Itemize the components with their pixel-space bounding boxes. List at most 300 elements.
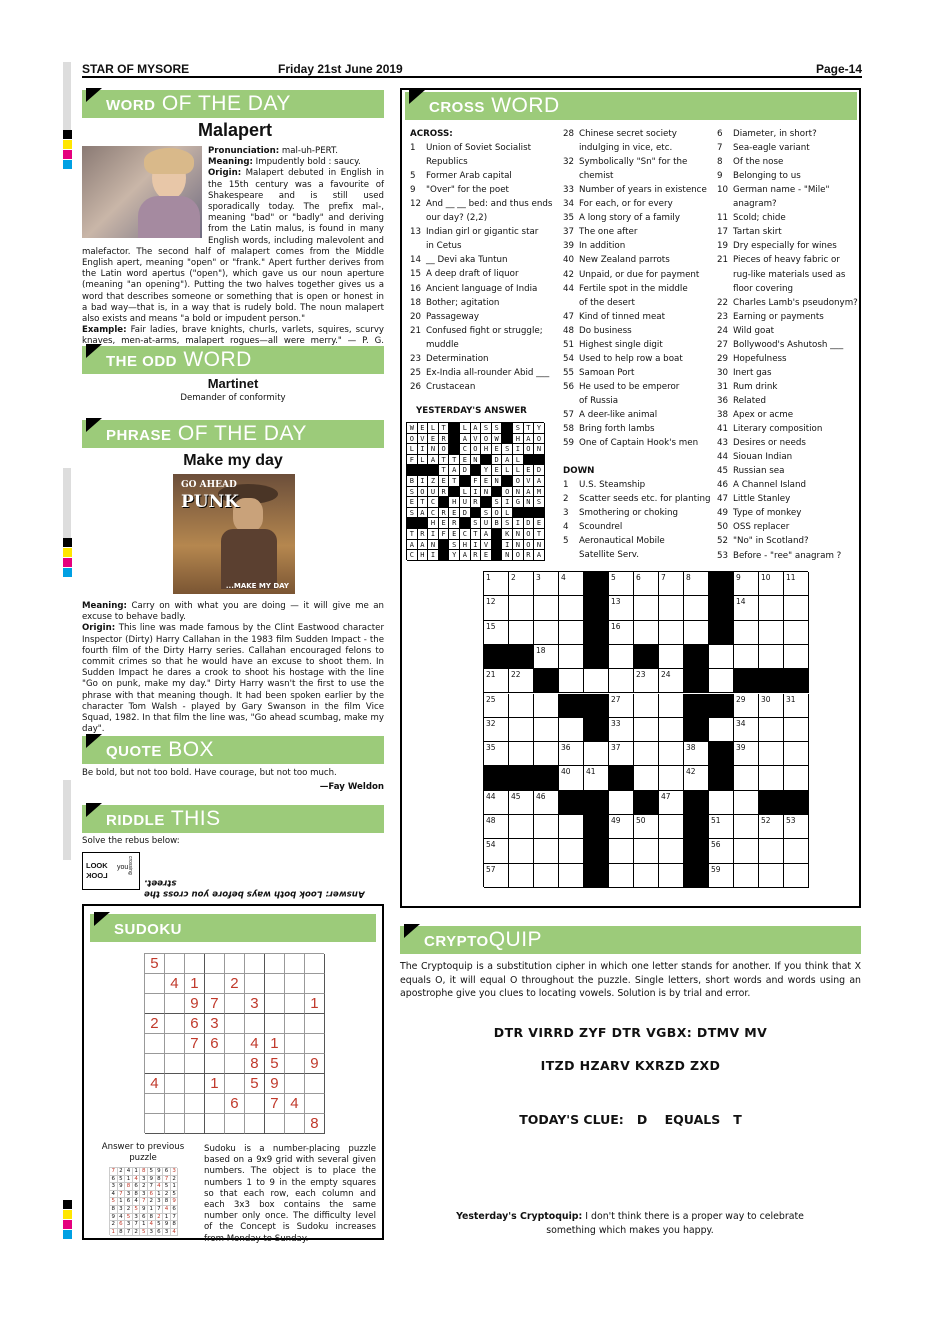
crossword-cell[interactable] xyxy=(534,864,559,888)
clue-text: Kind of tinned meat xyxy=(579,311,666,322)
sudoku-cell[interactable] xyxy=(285,1014,305,1034)
sudoku-cell[interactable] xyxy=(265,974,285,994)
crossword-cell[interactable]: 47 xyxy=(659,791,684,815)
sudoku-cell[interactable] xyxy=(265,1114,285,1134)
sudoku-cell[interactable]: 4 xyxy=(145,1074,165,1094)
crossword-cell[interactable] xyxy=(534,694,559,718)
answer-cell: A xyxy=(524,487,535,498)
sudoku-cell[interactable] xyxy=(225,954,245,974)
crossword-cell[interactable] xyxy=(759,742,784,766)
crossword-cell[interactable] xyxy=(734,839,759,863)
answer-digit: 2 xyxy=(171,1176,179,1184)
clue-text: "Over" for the poet xyxy=(426,185,509,196)
answer-digit: 8 xyxy=(148,1214,156,1222)
sudoku-cell[interactable] xyxy=(305,974,325,994)
crossword-cell[interactable] xyxy=(784,645,809,669)
crossword-cell[interactable] xyxy=(684,621,709,645)
crossword-cell[interactable] xyxy=(584,669,609,693)
crossword-cell[interactable] xyxy=(609,864,634,888)
clue-text: Smothering or choking xyxy=(579,508,679,519)
answer-digit: 3 xyxy=(140,1176,148,1184)
crossword-cell[interactable]: 48 xyxy=(484,815,509,839)
sudoku-cell[interactable] xyxy=(265,994,285,1014)
sudoku-cell[interactable] xyxy=(165,1034,185,1054)
crossword-cell[interactable]: 9 xyxy=(734,572,759,596)
answer-digit: 7 xyxy=(125,1229,133,1237)
crossword-cell[interactable] xyxy=(534,839,559,863)
sudoku-cell[interactable] xyxy=(225,994,245,1014)
clue-number: 16 xyxy=(410,283,422,294)
clue-number: 42 xyxy=(563,269,575,280)
answer-digit: 5 xyxy=(110,1198,118,1206)
crossword-cell[interactable] xyxy=(534,718,559,742)
sudoku-cell[interactable]: 5 xyxy=(245,1074,265,1094)
answer-cell: S xyxy=(492,497,503,508)
crossword-cell[interactable]: 4 xyxy=(559,572,584,596)
sudoku-cell[interactable] xyxy=(165,1074,185,1094)
crossword-cell[interactable] xyxy=(559,645,584,669)
sudoku-cell[interactable] xyxy=(205,974,225,994)
sudoku-cell[interactable] xyxy=(185,954,205,974)
sudoku-cell[interactable] xyxy=(225,1114,245,1134)
crossword-cell[interactable] xyxy=(709,645,734,669)
crossword-cell[interactable]: 6 xyxy=(634,572,659,596)
crossword-cell[interactable]: 50 xyxy=(634,815,659,839)
phrase-text: Meaning: Carry on with what you are doing — it will give me an excuse to behave badly. Origin: This line was made famous by the Clint Eastwood character Inspector (Dirty) Harry Callahan in the 1983 film Sudden Impact - the fourth film of the Dirty Harry series. Callahan encouraged felons to commit crimes so that he would have an excuse to shoot them. In Sudden Impact he dares a crook to shoot his hostage with the line "Go on punk, make my day." Dirty Harry wasn't the first to use the phrase with that meaning though. It had been spoken earlier by the character Tom Walsh - played by Gary Swanson in the film Vice Squad, 1982. In that film the line was, "Go ahead scumbag, make my day". xyxy=(82,601,384,735)
crossword-cell[interactable]: 2 xyxy=(509,572,534,596)
crossword-cell[interactable] xyxy=(509,596,534,620)
crossword-cell[interactable]: 22 xyxy=(509,669,534,693)
crossword-grid[interactable] xyxy=(483,571,808,887)
answer-cell: Y xyxy=(534,423,545,434)
crossword-cell[interactable]: 8 xyxy=(684,572,709,596)
sudoku-cell[interactable] xyxy=(265,954,285,974)
answer-digit: 3 xyxy=(163,1229,171,1237)
crossword-cell[interactable]: 13 xyxy=(609,596,634,620)
crossword-cell[interactable]: 56 xyxy=(709,839,734,863)
sudoku-cell[interactable]: 6 xyxy=(185,1014,205,1034)
crossword-cell[interactable]: 23 xyxy=(634,669,659,693)
crossword-cell[interactable] xyxy=(634,621,659,645)
clue-text: Tartan skirt xyxy=(733,227,782,238)
crossword-cell[interactable]: 33 xyxy=(609,718,634,742)
sudoku-cell[interactable] xyxy=(145,1114,165,1134)
crossword-cell[interactable] xyxy=(559,718,584,742)
sudoku-cell[interactable]: 7 xyxy=(205,994,225,1014)
crossword-cell[interactable]: 24 xyxy=(659,669,684,693)
sudoku-cell[interactable] xyxy=(245,1094,265,1114)
crossword-cell[interactable] xyxy=(634,694,659,718)
crossword-cell[interactable]: 21 xyxy=(484,669,509,693)
crossword-cell[interactable]: 54 xyxy=(484,839,509,863)
crossword-cell[interactable] xyxy=(659,718,684,742)
crossword-cell[interactable]: 10 xyxy=(759,572,784,596)
crossword-cell[interactable] xyxy=(709,669,734,693)
clue-number: 31 xyxy=(717,381,729,392)
cryptoquip-clue: TODAY'S CLUE: D EQUALS T xyxy=(519,1112,742,1127)
crossword-cell[interactable]: 12 xyxy=(484,596,509,620)
crossword-cell[interactable]: 16 xyxy=(609,621,634,645)
crossword-cell[interactable] xyxy=(559,596,584,620)
crossword-cell[interactable] xyxy=(659,864,684,888)
sudoku-cell[interactable] xyxy=(205,954,225,974)
crossword-cell[interactable]: 29 xyxy=(734,694,759,718)
sudoku-cell[interactable] xyxy=(165,1094,185,1114)
corner-marker-icon xyxy=(404,924,420,938)
crossword-cell[interactable] xyxy=(734,645,759,669)
answer-cell: H xyxy=(449,497,460,508)
answer-cell: S xyxy=(407,508,418,519)
crossword-cell[interactable] xyxy=(509,694,534,718)
clue-text: Apex or acme xyxy=(733,410,794,420)
crossword-cell[interactable] xyxy=(709,718,734,742)
crossword-cell[interactable]: 15 xyxy=(484,621,509,645)
clue-number: 3 xyxy=(563,508,569,519)
clue-number: 49 xyxy=(717,508,729,519)
sudoku-cell[interactable] xyxy=(285,1074,305,1094)
sudoku-cell[interactable] xyxy=(285,994,305,1014)
answer-cell: U xyxy=(481,518,492,529)
sudoku-cell[interactable] xyxy=(225,1014,245,1034)
crossword-cell[interactable] xyxy=(559,621,584,645)
crossword-cell[interactable] xyxy=(759,621,784,645)
answer-cell: L xyxy=(428,423,439,434)
crossword-cell[interactable]: 37 xyxy=(609,742,634,766)
crossword-cell[interactable]: 39 xyxy=(734,742,759,766)
answer-digit: 1 xyxy=(125,1176,133,1184)
answer-cell: R xyxy=(524,550,535,561)
crossword-cell[interactable] xyxy=(634,766,659,790)
crossword-cell[interactable] xyxy=(784,742,809,766)
answer-cell xyxy=(439,497,450,508)
crossword-cell[interactable] xyxy=(559,815,584,839)
crossword-cell[interactable] xyxy=(634,839,659,863)
clue-number: 53 xyxy=(717,550,729,561)
sudoku-cell[interactable] xyxy=(285,1054,305,1074)
sudoku-cell[interactable]: 6 xyxy=(225,1094,245,1114)
clue-text: "No" in Scotland? xyxy=(733,536,809,547)
crossword-cell[interactable] xyxy=(734,766,759,790)
answer-cell xyxy=(407,465,418,476)
clue-number: 15 xyxy=(410,269,422,280)
crossword-cell[interactable] xyxy=(534,815,559,839)
sudoku-cell[interactable] xyxy=(165,1014,185,1034)
answer-cell: T xyxy=(439,455,450,466)
crossword-cell[interactable] xyxy=(509,718,534,742)
answer-digit: 6 xyxy=(133,1183,141,1191)
crossword-cell[interactable]: 49 xyxy=(609,815,634,839)
sudoku-cell[interactable] xyxy=(145,1034,165,1054)
answer-cell: H xyxy=(428,518,439,529)
sudoku-cell[interactable]: 2 xyxy=(225,974,245,994)
sudoku-cell[interactable]: 7 xyxy=(185,1034,205,1054)
answer-cell: V xyxy=(471,434,482,445)
crossword-cell[interactable]: 14 xyxy=(734,596,759,620)
crossword-cell[interactable]: 42 xyxy=(684,766,709,790)
answer-cell: E xyxy=(492,465,503,476)
sudoku-cell[interactable] xyxy=(245,954,265,974)
crossword-cell[interactable] xyxy=(759,864,784,888)
crossword-cell[interactable] xyxy=(609,645,634,669)
answer-cell xyxy=(439,540,450,551)
crossword-cell[interactable] xyxy=(609,669,634,693)
answer-cell: N xyxy=(524,497,535,508)
crossword-cell[interactable]: 46 xyxy=(534,791,559,815)
answer-cell xyxy=(428,465,439,476)
crossword-cell[interactable] xyxy=(759,645,784,669)
black-square xyxy=(634,791,659,815)
crossword-cell[interactable]: 35 xyxy=(484,742,509,766)
sudoku-grid[interactable] xyxy=(144,953,324,1133)
clue-number: 43 xyxy=(717,438,729,449)
black-square xyxy=(684,864,709,888)
sudoku-cell[interactable]: 8 xyxy=(305,1114,325,1134)
sudoku-cell[interactable] xyxy=(205,1054,225,1074)
sudoku-cell[interactable] xyxy=(285,1114,305,1134)
crossword-cell[interactable] xyxy=(534,742,559,766)
crossword-cell[interactable]: 41 xyxy=(584,766,609,790)
clue-text: in Cetus xyxy=(426,241,462,252)
crossword-cell[interactable] xyxy=(509,864,534,888)
crossword-cell[interactable] xyxy=(559,864,584,888)
crossword-cell[interactable] xyxy=(734,621,759,645)
clue-number: 57 xyxy=(563,410,575,420)
clue-text: The one after xyxy=(579,227,638,238)
sudoku-cell[interactable] xyxy=(145,974,165,994)
answer-cell xyxy=(502,434,513,445)
sudoku-cell[interactable] xyxy=(165,1114,185,1134)
crossword-cell[interactable] xyxy=(659,694,684,718)
crossword-cell[interactable] xyxy=(659,645,684,669)
crossword-cell[interactable] xyxy=(584,742,609,766)
answer-cell: E xyxy=(439,476,450,487)
answer-digit: 8 xyxy=(140,1168,148,1176)
crossword-cell[interactable] xyxy=(634,742,659,766)
answer-cell: F xyxy=(471,476,482,487)
crossword-cell[interactable]: 27 xyxy=(609,694,634,718)
clue-number: 45 xyxy=(717,466,729,477)
crossword-cell[interactable] xyxy=(784,718,809,742)
sudoku-cell[interactable]: 1 xyxy=(185,974,205,994)
crossword-cell[interactable]: 3 xyxy=(534,572,559,596)
crossword-cell[interactable]: 30 xyxy=(759,694,784,718)
sudoku-cell[interactable]: 9 xyxy=(305,1054,325,1074)
answer-cell xyxy=(418,465,429,476)
clue-number: 50 xyxy=(717,522,729,533)
answer-cell: M xyxy=(534,487,545,498)
clue-text: He used to be emperor xyxy=(579,381,680,392)
crossword-cell[interactable]: 38 xyxy=(684,742,709,766)
crossword-cell[interactable]: 18 xyxy=(534,645,559,669)
crossword-cell[interactable] xyxy=(509,621,534,645)
sudoku-cell[interactable]: 6 xyxy=(205,1034,225,1054)
answer-digit: 3 xyxy=(148,1229,156,1237)
crossword-cell[interactable] xyxy=(559,839,584,863)
crossword-cell[interactable] xyxy=(609,839,634,863)
sudoku-cell[interactable] xyxy=(305,1014,325,1034)
sudoku-cell[interactable] xyxy=(245,1114,265,1134)
crossword-cell[interactable] xyxy=(609,791,634,815)
crossword-cell[interactable] xyxy=(534,621,559,645)
crossword-cell[interactable] xyxy=(659,742,684,766)
crossword-cell[interactable]: 44 xyxy=(484,791,509,815)
crossword-cell[interactable] xyxy=(509,815,534,839)
answer-cell: A xyxy=(407,540,418,551)
sudoku-cell[interactable]: 9 xyxy=(265,1074,285,1094)
sudoku-cell[interactable]: 3 xyxy=(205,1014,225,1034)
sudoku-cell[interactable]: 9 xyxy=(185,994,205,1014)
answer-cell: K xyxy=(502,529,513,540)
crossword-cell[interactable]: 5 xyxy=(609,572,634,596)
sudoku-cell[interactable] xyxy=(185,1114,205,1134)
crossword-cell[interactable]: 36 xyxy=(559,742,584,766)
crossword-cell[interactable]: 31 xyxy=(784,694,809,718)
crossword-cell[interactable] xyxy=(634,596,659,620)
crossword-cell[interactable] xyxy=(634,864,659,888)
crossword-cell[interactable] xyxy=(509,742,534,766)
crossword-cell[interactable] xyxy=(659,596,684,620)
answer-cell: I xyxy=(418,444,429,455)
sudoku-cell[interactable]: 4 xyxy=(165,974,185,994)
sudoku-cell[interactable] xyxy=(285,1034,305,1054)
answer-cell xyxy=(407,518,418,529)
crossword-cell[interactable] xyxy=(759,718,784,742)
crossword-cell[interactable] xyxy=(709,791,734,815)
sudoku-cell[interactable]: 5 xyxy=(265,1054,285,1074)
sudoku-cell[interactable] xyxy=(225,1074,245,1094)
crossword-cell[interactable] xyxy=(634,718,659,742)
crossword-cell[interactable] xyxy=(659,766,684,790)
crossword-cell[interactable] xyxy=(784,766,809,790)
answer-digit: 1 xyxy=(110,1229,118,1237)
sudoku-cell[interactable] xyxy=(165,994,185,1014)
answer-digit: 8 xyxy=(163,1198,171,1206)
sudoku-cell[interactable] xyxy=(245,1014,265,1034)
sudoku-cell[interactable] xyxy=(185,1074,205,1094)
crossword-cell[interactable] xyxy=(784,864,809,888)
clue-number: 10 xyxy=(717,185,729,196)
sudoku-cell[interactable] xyxy=(185,1094,205,1114)
answer-cell: R xyxy=(418,529,429,540)
crossword-cell[interactable]: 11 xyxy=(784,572,809,596)
sudoku-cell[interactable] xyxy=(165,954,185,974)
sudoku-cell[interactable] xyxy=(265,1014,285,1034)
sudoku-cell[interactable] xyxy=(305,1094,325,1114)
crossword-cell[interactable] xyxy=(734,864,759,888)
sudoku-cell[interactable] xyxy=(165,1054,185,1074)
crossword-cell[interactable]: 57 xyxy=(484,864,509,888)
crossword-cell[interactable]: 52 xyxy=(759,815,784,839)
answer-cell: V xyxy=(481,540,492,551)
sudoku-cell[interactable] xyxy=(225,1054,245,1074)
sudoku-cell[interactable] xyxy=(225,1034,245,1054)
crossword-cell[interactable] xyxy=(659,621,684,645)
sudoku-cell[interactable] xyxy=(305,954,325,974)
crossword-cell[interactable] xyxy=(734,791,759,815)
sudoku-cell[interactable] xyxy=(205,1114,225,1134)
answer-digit: 3 xyxy=(125,1221,133,1229)
sudoku-cell[interactable] xyxy=(145,1094,165,1114)
clue-text: __ Devi aka Tuntun xyxy=(426,255,508,266)
crossword-cell[interactable] xyxy=(509,839,534,863)
answer-digit: 2 xyxy=(110,1221,118,1229)
sudoku-cell[interactable]: 1 xyxy=(305,994,325,1014)
crossword-cell[interactable] xyxy=(559,669,584,693)
answer-digit: 8 xyxy=(118,1229,126,1237)
answer-cell: T xyxy=(471,529,482,540)
sudoku-cell[interactable]: 2 xyxy=(145,1014,165,1034)
answer-digit: 8 xyxy=(171,1221,179,1229)
sudoku-cell[interactable]: 3 xyxy=(245,994,265,1014)
sudoku-cell[interactable] xyxy=(245,974,265,994)
crossword-cell[interactable] xyxy=(759,839,784,863)
sudoku-cell[interactable]: 1 xyxy=(205,1074,225,1094)
sudoku-cell[interactable] xyxy=(205,1094,225,1114)
clue-number: 37 xyxy=(563,227,575,238)
word-of-the-day-header: WORD OF THE DAY xyxy=(82,90,384,118)
crossword-cell[interactable] xyxy=(759,766,784,790)
crossword-cell[interactable]: 45 xyxy=(509,791,534,815)
clue-text: Belonging to us xyxy=(733,171,801,182)
clue-number: 24 xyxy=(717,325,729,336)
crossword-cell[interactable] xyxy=(784,621,809,645)
clue-number: 59 xyxy=(563,438,575,449)
crossword-cell[interactable]: 59 xyxy=(709,864,734,888)
sudoku-cell[interactable] xyxy=(145,1054,165,1074)
crossword-cell[interactable] xyxy=(784,596,809,620)
sudoku-cell[interactable] xyxy=(145,994,165,1014)
black-square xyxy=(709,572,734,596)
crossword-cell[interactable] xyxy=(659,815,684,839)
crossword-cell[interactable]: 53 xyxy=(784,815,809,839)
crossword-cell[interactable] xyxy=(534,596,559,620)
answer-cell: A xyxy=(418,540,429,551)
sudoku-cell[interactable] xyxy=(285,974,305,994)
answer-digit: 8 xyxy=(156,1176,164,1184)
crossword-cell[interactable] xyxy=(684,596,709,620)
clue-number: 44 xyxy=(717,452,729,463)
crossword-cell[interactable] xyxy=(759,596,784,620)
clue-text: Passageway xyxy=(426,311,479,322)
sudoku-cell[interactable]: 4 xyxy=(245,1034,265,1054)
sudoku-cell[interactable] xyxy=(305,1074,325,1094)
sudoku-cell[interactable] xyxy=(185,1054,205,1074)
crossword-cell[interactable]: 7 xyxy=(659,572,684,596)
crossword-cell[interactable] xyxy=(734,815,759,839)
sudoku-cell[interactable] xyxy=(305,1034,325,1054)
crossword-cell[interactable]: 34 xyxy=(734,718,759,742)
rebus-box: LOOK LOOK you crossing xyxy=(82,852,140,890)
crossword-cell[interactable]: 51 xyxy=(709,815,734,839)
sudoku-cell[interactable]: 4 xyxy=(285,1094,305,1114)
answer-cell: N xyxy=(481,487,492,498)
crossword-cell[interactable]: 40 xyxy=(559,766,584,790)
crossword-cell[interactable] xyxy=(659,839,684,863)
sudoku-cell[interactable]: 1 xyxy=(265,1034,285,1054)
answer-digit: 4 xyxy=(171,1229,179,1237)
crossword-cell[interactable]: 1 xyxy=(484,572,509,596)
crossword-cell[interactable] xyxy=(784,839,809,863)
crossword-cell[interactable]: 25 xyxy=(484,694,509,718)
sudoku-cell[interactable] xyxy=(285,954,305,974)
clue-text: Indian girl or gigantic star xyxy=(426,227,539,238)
answer-cell: A xyxy=(534,550,545,561)
sudoku-cell[interactable]: 8 xyxy=(245,1054,265,1074)
answer-cell: V xyxy=(524,476,535,487)
crossword-cell[interactable]: 32 xyxy=(484,718,509,742)
sudoku-cell[interactable]: 5 xyxy=(145,954,165,974)
sudoku-cell[interactable]: 7 xyxy=(265,1094,285,1114)
